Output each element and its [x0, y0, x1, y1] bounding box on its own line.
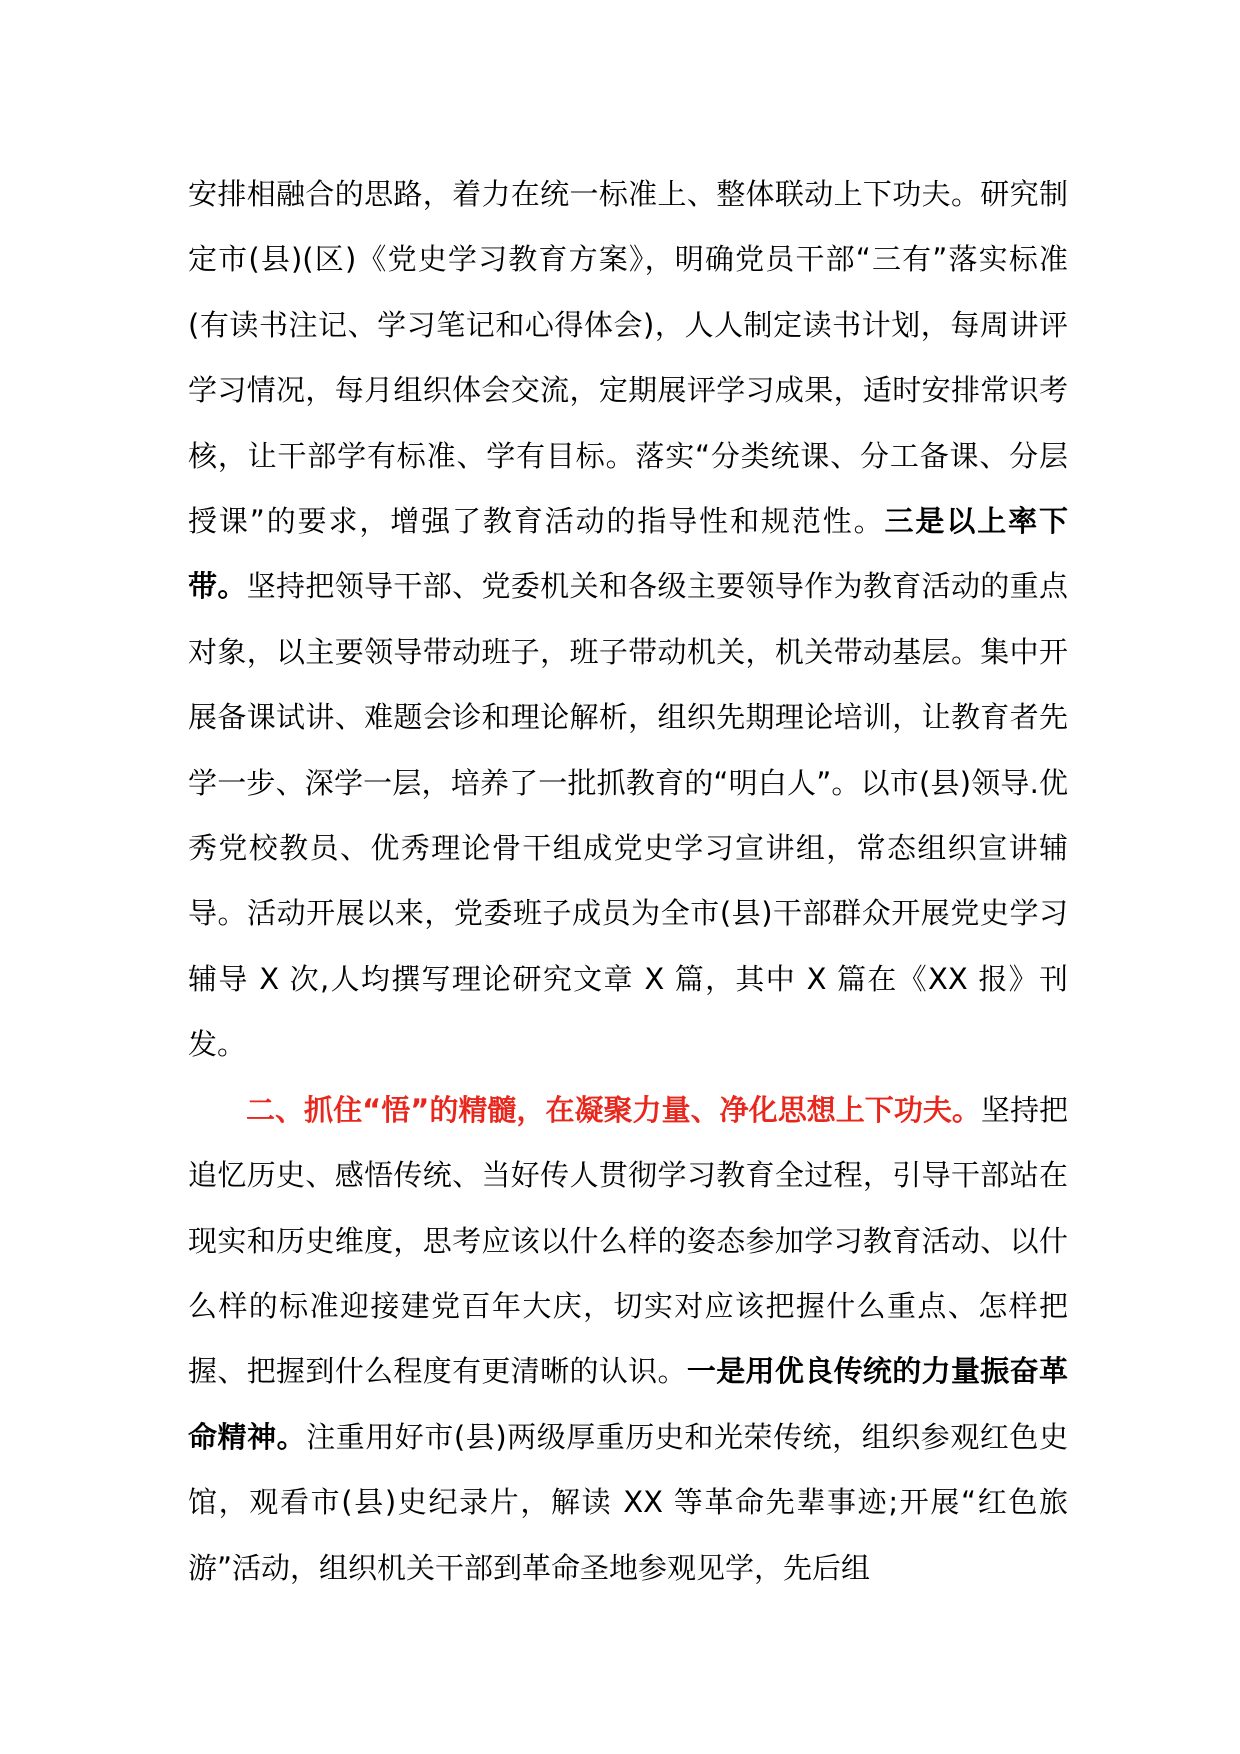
paragraph-1 [188, 162, 1068, 1078]
paragraph-2-text-a: 坚持把追忆历史、感悟传统、当好传人贯彻学习教育全过程，引导干部站在现实和历史维度，思考应该以什么样的姿态参加学习教育活动、以什么样的标准迎接建党百年大庆，切实对应该把握什么重点、怎样把握、把握到什么程度有更清晰的认识。 [188, 1092, 1068, 1389]
paragraph-2-bold-point: 一是用优良传统的力量振奋革命精神。 [188, 1354, 1068, 1454]
paragraph-1-text-c: 坚持把领导干部、党委机关和各级主要领导作为教育活动的重点对象，以主要领导带动班子，班子带动机关，机关带动基层。集中开展备课试讲、难题会诊和理论解析，组织先期理论培训，让教育者先学一步、深学一层，培养了一批抓教育的“明白人”。以市(县)领导.优秀党校教员、优秀理论骨干组成党史学习宣讲组，常态组织宣讲辅导。活动开展以来，党委班子成员为全市(县)干部群众开展党史学习辅导 X 次,人均撰写理论研究文章 X 篇，其中 X 篇在《XX 报》刊发。 [188, 569, 1068, 1062]
paragraph-2-text-c: 注重用好市(县)两级厚重历史和光荣传统，组织参观红色史馆，观看市(县)史纪录片，解读 XX 等革命先辈事迹;开展“红色旅游”活动，组织机关干部到革命圣地参观见学，先后组 [188, 1419, 1068, 1585]
paragraph-1-text-a: 安排相融合的思路，着力在统一标准上、整体联动上下功夫。研究制定市(县)(区)《党史学习教育方案》，明确党员干部“三有”落实标准(有读书注记、学习笔记和心得体会)，人人制定读书计划，每周讲评学习情况，每月组织体会交流，定期展评学习成果，适时安排常识考核，让干部学有标准、学有目标。落实“分类统课、分工备课、分层授课”的要求，增强了教育活动的指导性和规范性。 [188, 177, 1068, 539]
paragraph-1-bold-point: 三是以上率下带。 [188, 504, 1068, 604]
paragraph-2 [188, 1078, 1068, 1601]
document-body [188, 162, 1068, 1601]
section-heading-2: 二、抓住“悟”的精髓，在凝聚力量、净化思想上下功夫。 [246, 1092, 981, 1127]
